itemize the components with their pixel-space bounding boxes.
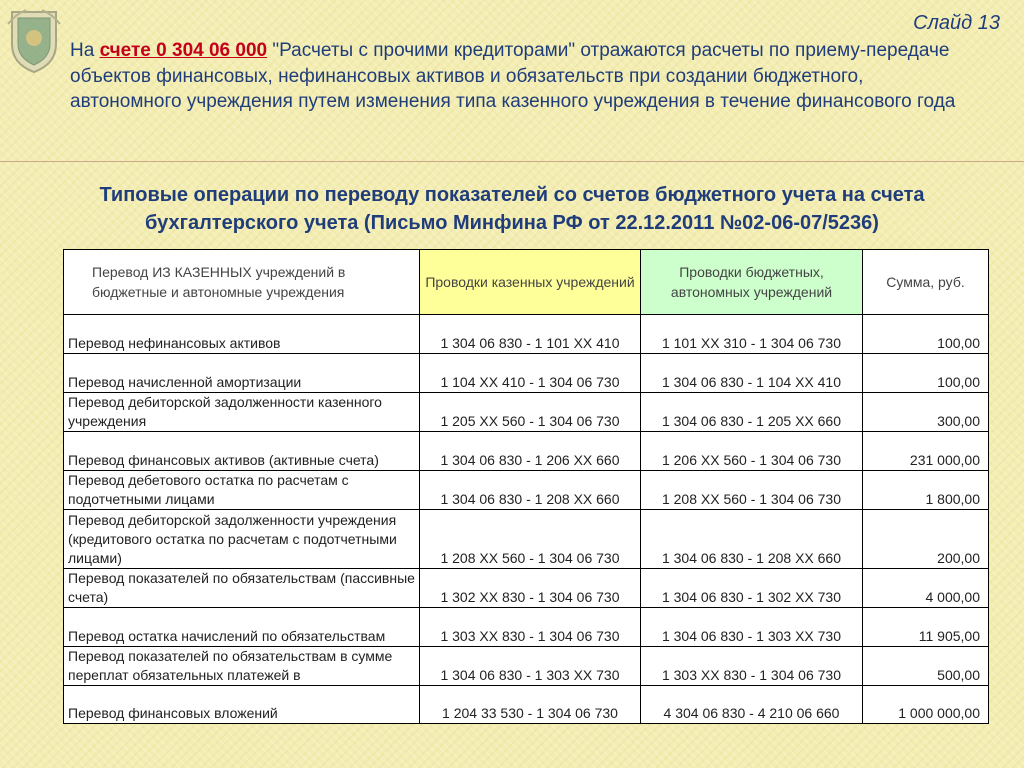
- row-kazennye-entry: 1 104 ХХ 410 - 1 304 06 730: [420, 354, 641, 393]
- row-sum: 1 000 000,00: [863, 686, 989, 724]
- table-row: [64, 393, 989, 432]
- table-header-row: [64, 250, 989, 315]
- table-row: [64, 471, 989, 510]
- row-budget-entry: 1 304 06 830 - 1 303 ХХ 730: [641, 608, 863, 647]
- operations-table-wrap: [63, 249, 988, 723]
- row-description: Перевод показателей по обязательствам (пассивные счета): [64, 569, 420, 608]
- slide-number: Слайд 13: [913, 12, 1000, 34]
- header-transfer: Перевод ИЗ КАЗЕННЫХ учреждений в бюджетные и автономные учреждения: [64, 250, 420, 315]
- row-budget-entry: 1 304 06 830 - 1 205 ХХ 660: [641, 393, 863, 432]
- coat-of-arms-icon: [6, 4, 62, 76]
- intro-paragraph: [70, 38, 970, 115]
- intro-prefix: На: [70, 40, 100, 61]
- table-row: [64, 608, 989, 647]
- header-budget: Проводки бюджетных, автономных учреждений: [641, 250, 863, 315]
- row-description: Перевод нефинансовых активов: [64, 315, 420, 354]
- row-budget-entry: 4 304 06 830 - 4 210 06 660: [641, 686, 863, 724]
- row-budget-entry: 1 304 06 830 - 1 104 ХХ 410: [641, 354, 863, 393]
- table-row: [64, 315, 989, 354]
- row-sum: 4 000,00: [863, 569, 989, 608]
- row-kazennye-entry: 1 205 ХХ 560 - 1 304 06 730: [420, 393, 641, 432]
- row-description: Перевод дебетового остатка по расчетам с подотчетными лицами: [64, 471, 420, 510]
- operations-table: [63, 249, 989, 724]
- row-sum: 1 800,00: [863, 471, 989, 510]
- row-sum: 100,00: [863, 354, 989, 393]
- row-budget-entry: 1 206 ХХ 560 - 1 304 06 730: [641, 432, 863, 471]
- row-description: Перевод начисленной амортизации: [64, 354, 420, 393]
- table-row: [64, 647, 989, 686]
- row-sum: 200,00: [863, 510, 989, 569]
- row-description: Перевод остатка начислений по обязательствам: [64, 608, 420, 647]
- header-sum: Сумма, руб.: [863, 250, 989, 315]
- table-row: [64, 354, 989, 393]
- intro-text: "Расчеты с прочими кредиторами" отражаются расчеты по приему-передаче объектов финансовых, нефинансовых активов и обязательств при создании бюджетного, автономного учреждения путем изменения типа казенного учреждения в течение финансового года: [70, 40, 956, 112]
- table-row: [64, 432, 989, 471]
- row-kazennye-entry: 1 303 ХХ 830 - 1 304 06 730: [420, 608, 641, 647]
- divider-line: [0, 161, 1024, 162]
- row-sum: 11 905,00: [863, 608, 989, 647]
- row-sum: 500,00: [863, 647, 989, 686]
- row-description: Перевод дебиторской задолженности казенного учреждения: [64, 393, 420, 432]
- row-budget-entry: 1 101 ХХ 310 - 1 304 06 730: [641, 315, 863, 354]
- account-code: счете 0 304 06 000: [99, 40, 268, 61]
- row-description: Перевод финансовых вложений: [64, 686, 420, 724]
- row-sum: 100,00: [863, 315, 989, 354]
- row-kazennye-entry: 1 304 06 830 - 1 206 ХХ 660: [420, 432, 641, 471]
- row-kazennye-entry: 1 302 ХХ 830 - 1 304 06 730: [420, 569, 641, 608]
- row-budget-entry: 1 303 ХХ 830 - 1 304 06 730: [641, 647, 863, 686]
- row-budget-entry: 1 304 06 830 - 1 208 ХХ 660: [641, 510, 863, 569]
- row-kazennye-entry: 1 304 06 830 - 1 303 ХХ 730: [420, 647, 641, 686]
- row-description: Перевод дебиторской задолженности учреждения (кредитового остатка по расчетам с подотчетными лицами): [64, 510, 420, 569]
- row-kazennye-entry: 1 204 33 530 - 1 304 06 730: [420, 686, 641, 724]
- table-row: [64, 510, 989, 569]
- row-description: Перевод показателей по обязательствам в сумме переплат обязательных платежей в: [64, 647, 420, 686]
- row-budget-entry: 1 304 06 830 - 1 302 ХХ 730: [641, 569, 863, 608]
- row-kazennye-entry: 1 208 ХХ 560 - 1 304 06 730: [420, 510, 641, 569]
- table-row: [64, 686, 989, 724]
- table-row: [64, 569, 989, 608]
- row-kazennye-entry: 1 304 06 830 - 1 101 ХХ 410: [420, 315, 641, 354]
- row-description: Перевод финансовых активов (активные счета): [64, 432, 420, 471]
- row-sum: 231 000,00: [863, 432, 989, 471]
- row-budget-entry: 1 208 ХХ 560 - 1 304 06 730: [641, 471, 863, 510]
- row-kazennye-entry: 1 304 06 830 - 1 208 ХХ 660: [420, 471, 641, 510]
- section-title: Типовые операции по переводу показателей со счетов бюджетного учета на счета бухгалтерского учета (Письмо Минфина РФ от 22.12.2011 №02-06-07/5236): [99, 184, 925, 234]
- row-sum: 300,00: [863, 393, 989, 432]
- header-kazennye: Проводки казенных учреждений: [420, 250, 641, 315]
